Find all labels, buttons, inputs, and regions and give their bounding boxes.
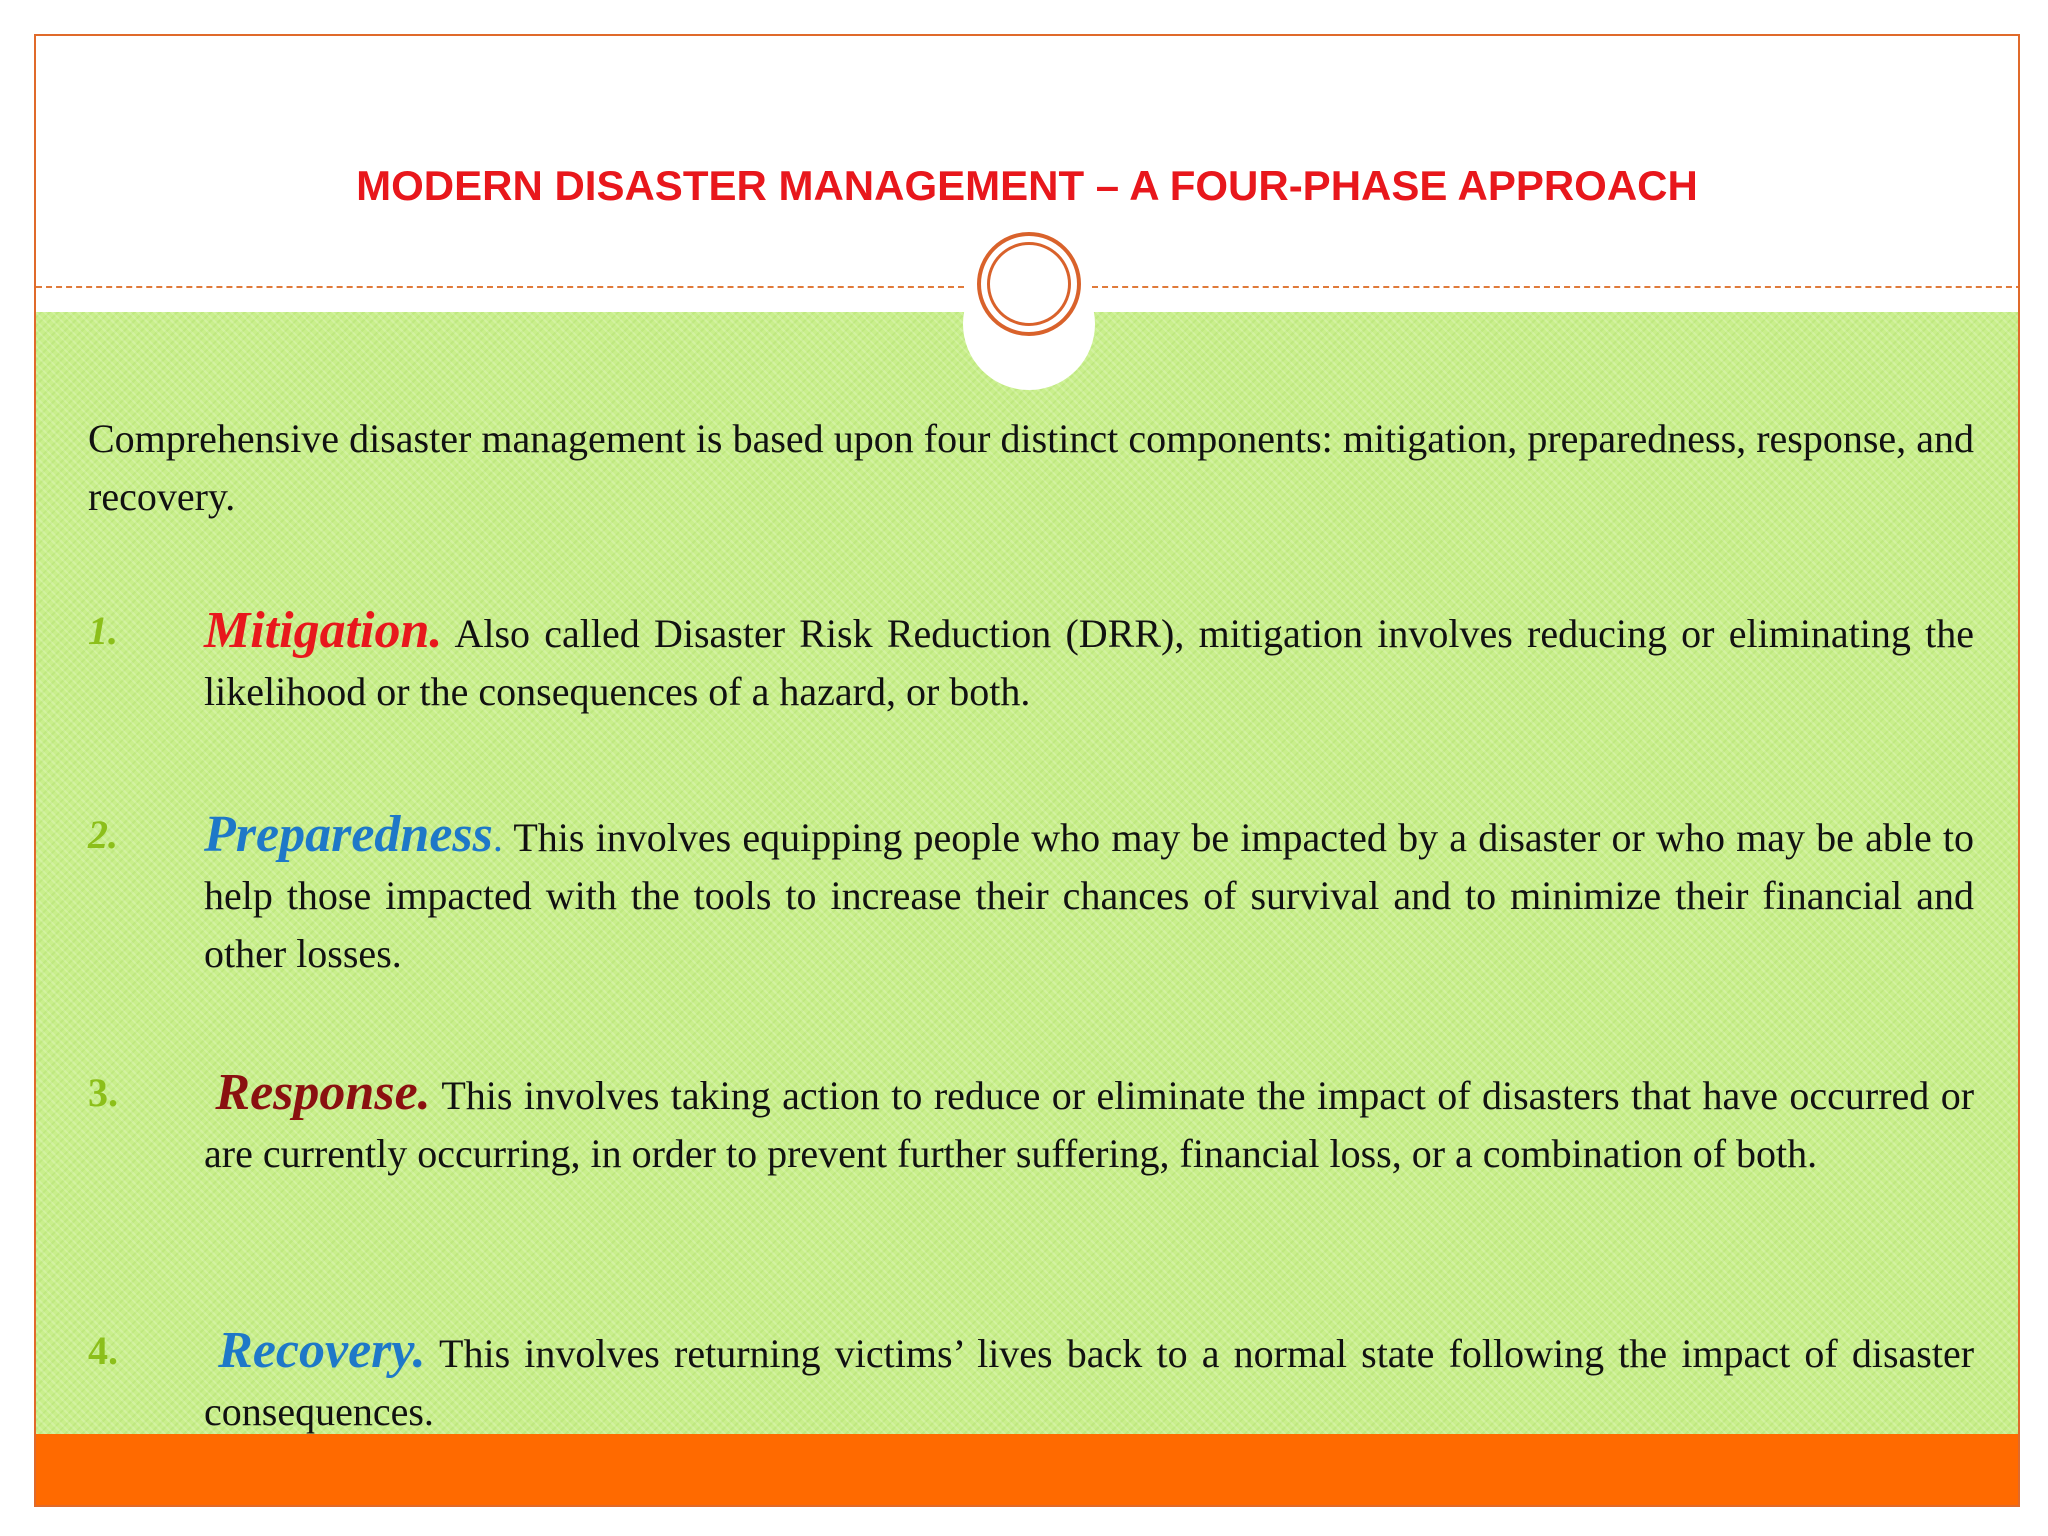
slide-content	[36, 312, 2018, 1434]
circle-ornament-icon	[977, 232, 1081, 336]
phase-description: This involves taking action to reduce or eliminate the impact of disasters that have occurred or are currently occurring, in order to prevent further suffering, financial loss, or a combination of both.	[204, 1073, 1975, 1176]
phase-number: 4.	[88, 1328, 118, 1373]
slide-title: MODERN DISASTER MANAGEMENT – A FOUR-PHASE APPROACH	[356, 162, 1698, 209]
phase-term-suffix: .	[492, 815, 503, 860]
phase-text	[204, 806, 1974, 983]
phase-item-response	[88, 1064, 1974, 1183]
intro-paragraph: Comprehensive disaster management is based upon four distinct components: mitigation, preparedness, response, and recovery.	[88, 416, 1974, 519]
footer-bar	[36, 1434, 2018, 1507]
phase-description: Also called Disaster Risk Reduction (DRR), mitigation involves reducing or eliminating the likelihood or the consequences of a hazard, or both.	[204, 611, 1975, 714]
slide-frame	[34, 34, 2020, 1507]
phase-text	[204, 1322, 1974, 1441]
phase-term: Mitigation.	[204, 602, 443, 659]
phase-number: 3.	[88, 1070, 118, 1115]
phase-item-preparedness	[88, 806, 1974, 983]
phase-item-mitigation	[88, 602, 1974, 721]
phase-number: 2.	[88, 812, 118, 857]
phase-text	[204, 602, 1974, 721]
phase-term: Recovery.	[218, 1322, 426, 1379]
phase-term: Preparedness	[204, 806, 493, 863]
phase-item-recovery	[88, 1322, 1974, 1441]
phase-text	[204, 1064, 1974, 1183]
phase-description: This involves equipping people who may be impacted by a disaster or who may be able to help those impacted with the tools to increase their chances of survival and to minimize their financial and other losses.	[204, 815, 1974, 976]
phase-description: This involves returning victims’ lives back to a normal state following the impact of disaster consequences.	[204, 1331, 1975, 1434]
header-divider-right	[1092, 286, 2020, 288]
phase-number: 1.	[88, 608, 118, 653]
phase-term: Response.	[215, 1064, 431, 1121]
circle-ornament-inner	[987, 242, 1071, 326]
header-divider-left	[36, 286, 964, 288]
